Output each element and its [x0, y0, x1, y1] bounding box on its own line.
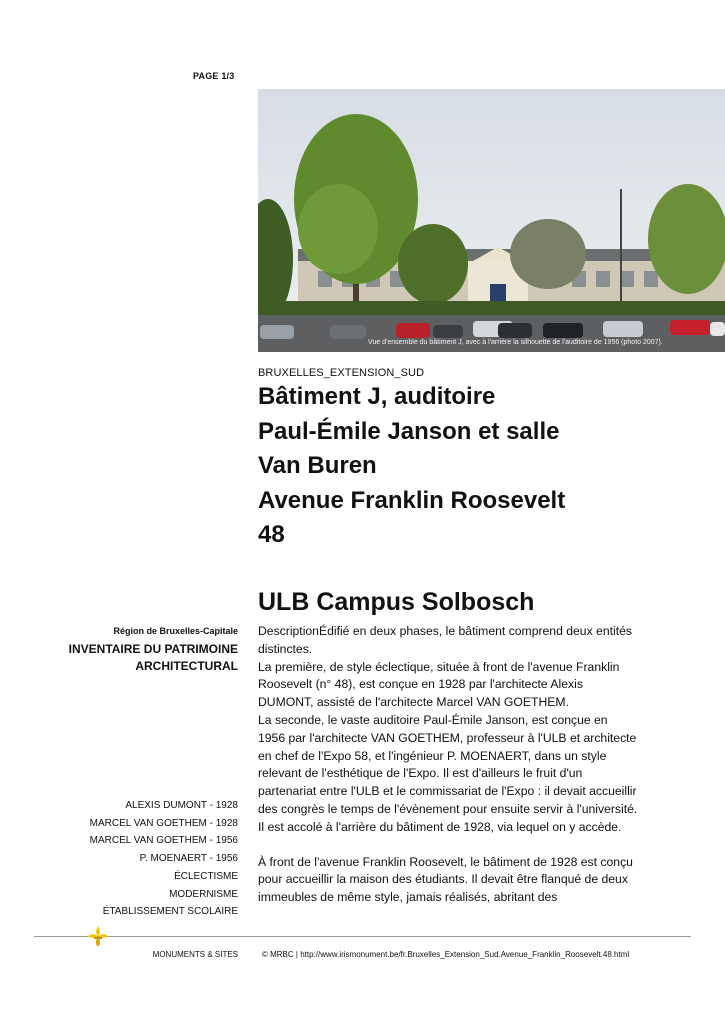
photo-illustration [258, 89, 725, 352]
building-photo [258, 89, 725, 352]
title-line: 48 [258, 521, 285, 548]
metadata-item: MODERNISME [169, 888, 238, 900]
inventory-line: INVENTAIRE DU PATRIMOINE [68, 642, 238, 656]
metadata-item: MARCEL VAN GOETHEM - 1956 [89, 835, 238, 847]
iris-logo-icon [86, 924, 110, 948]
paragraph: La première, de style éclectique, située à front de l'avenue Franklin Roosevelt (n° 48), est conçue en 1928 par l'architecte Alexis DUMONT, assisté de l'architecte Marcel VAN GOETHEM. [258, 659, 620, 710]
title-line: Bâtiment J, auditoire [258, 383, 496, 410]
metadata-item: ALEXIS DUMONT - 1928 [125, 800, 238, 811]
page-title [258, 380, 678, 553]
inventory-line: ARCHITECTURAL [135, 659, 238, 673]
inventory-heading [38, 641, 238, 675]
title-line: Van Buren [258, 452, 377, 479]
category-label: BRUXELLES_EXTENSION_SUD [258, 367, 425, 379]
paragraph: DescriptionÉdifié en deux phases, le bâtiment comprend deux entités distinctes. [258, 624, 632, 656]
metadata-item: MARCEL VAN GOETHEM - 1928 [89, 817, 238, 829]
title-line: Paul-Émile Janson et salle [258, 417, 560, 445]
metadata-item: ÉTABLISSEMENT SCOLAIRE [102, 906, 238, 918]
metadata-item: ÉCLECTISME [174, 870, 238, 882]
description-text [258, 623, 638, 907]
metadata-list [90, 797, 238, 921]
footer-divider [34, 936, 691, 937]
footer-brand: MONUMENTS & SITES [152, 950, 238, 959]
title-line: Avenue Franklin Roosevelt [258, 486, 566, 514]
page-subtitle: ULB Campus Solbosch [258, 588, 535, 616]
page-number: PAGE 1/3 [193, 71, 235, 81]
region-label: Région de Bruxelles-Capitale [113, 626, 238, 636]
footer-copyright-link[interactable]: © MRBC | http://www.irismonument.be/fr.Bruxelles_Extension_Sud.Avenue_Franklin_Roosevelt.48.html [262, 950, 630, 959]
paragraph: À front de l'avenue Franklin Roosevelt, le bâtiment de 1928 est conçu pour accueillir la maison des étudiants. Il devait être flanqué de deux immeubles de même style, jamais réalisés, abritant des [258, 854, 633, 905]
paragraph: La seconde, le vaste auditoire Paul-Émile Janson, est conçue en 1956 par l'architecte VAN GOETHEM, professeur à l'ULB et architecte en chef de l'Expo 58, et l'ingénieur P. MOENAERT, dans un style relevant de l'esthétique de l'Expo. Il est d'ailleurs le fruit d'un partenariat entre l'ULB et le commissariat de l'Expo : il devait accueillir des congrès le temps de l'évènement pour ensuite servir à l'université. Il est accolé à l'arrière du bâtiment de 1928, via lequel on y accède. [258, 712, 638, 834]
metadata-item: P. MOENAERT - 1956 [139, 853, 238, 865]
paragraph-gap [258, 837, 638, 854]
photo-caption: Vue d'ensemble du bâtiment J, avec à l'arrière la silhouette de l'auditoire de 1956 (photo 2007). [368, 339, 663, 346]
